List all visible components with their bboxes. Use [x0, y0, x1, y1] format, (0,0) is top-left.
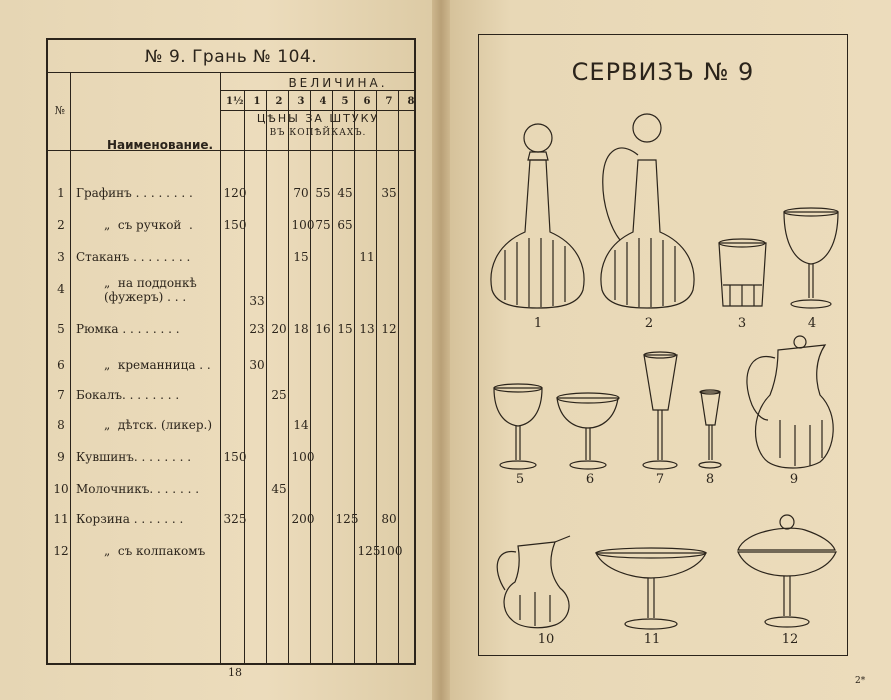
item-name: Стаканъ . . . . . . . . [76, 250, 191, 264]
price-cell: 15 [293, 250, 309, 264]
item-name: „ дѣтск. (ликер.) [104, 418, 213, 432]
price-cell: 75 [315, 218, 331, 232]
row-number: 2 [57, 218, 65, 232]
price-cell: 35 [381, 186, 397, 200]
row-number: 1 [57, 186, 65, 200]
illustration-caption: 11 [643, 632, 661, 647]
price-cell: 18 [293, 322, 309, 336]
price-cell: 20 [271, 322, 287, 336]
price-cell: 23 [249, 322, 265, 336]
illustration-caption: 6 [585, 472, 595, 487]
size-column-header: 6 [363, 96, 371, 107]
price-cell: 13 [359, 322, 375, 336]
size-column-header: 1 [253, 96, 261, 107]
coupe-glass-illustration [557, 393, 619, 469]
item-name: Кувшинъ. . . . . . . . [76, 450, 192, 464]
row-number: 7 [57, 388, 65, 402]
price-cell: 100 [291, 450, 315, 464]
price-cell: 70 [293, 186, 309, 200]
size-column-header: 8 [407, 96, 415, 107]
header-price-unit: ВЪ КОПѢЙКАХЪ. [269, 128, 367, 138]
item-name: Бокалъ. . . . . . . . [76, 388, 180, 402]
illustration-caption: 10 [537, 632, 555, 647]
price-cell: 55 [315, 186, 331, 200]
row-number: 6 [57, 358, 65, 372]
row-number: 3 [57, 250, 65, 264]
price-cell: 325 [223, 512, 247, 526]
item-name: Графинъ . . . . . . . . [76, 186, 193, 200]
illustration-caption: 12 [781, 632, 799, 647]
price-cell: 125 [335, 512, 359, 526]
header-size: ВЕЛИЧИНА. [288, 76, 388, 90]
flute-glass-illustration [643, 352, 677, 469]
illustration-caption: 5 [515, 472, 525, 487]
service-title: СЕРВИЗЪ № 9 [571, 58, 755, 86]
illustration-caption: 8 [705, 472, 715, 487]
row-number: 10 [53, 482, 69, 496]
row-number: 12 [53, 544, 69, 558]
price-cell: 25 [271, 388, 287, 402]
wine-glass-illustration [494, 384, 542, 469]
tumbler-illustration [719, 239, 766, 306]
size-column-header: 3 [297, 96, 305, 107]
liqueur-glass-illustration [699, 390, 721, 468]
item-name: „ съ ручкой . [104, 218, 193, 232]
price-cell: 14 [293, 418, 309, 432]
item-name: Рюмка . . . . . . . . [76, 322, 180, 336]
illustration-caption: 7 [655, 472, 665, 487]
covered-dish-illustration [738, 515, 836, 627]
decanter-illustration [491, 124, 584, 308]
compote-illustration [596, 548, 706, 629]
handled-decanter-illustration [601, 114, 694, 308]
table-title: № 9. Грань № 104. [48, 40, 414, 73]
size-column-header: 1½ [226, 96, 244, 107]
size-column-header: 5 [341, 96, 349, 107]
header-name: Наименование. [106, 138, 214, 152]
price-cell: 150 [223, 450, 247, 464]
price-cell: 45 [337, 186, 353, 200]
price-cell: 16 [315, 322, 331, 336]
price-cell: 80 [381, 512, 397, 526]
illustration-caption: 2 [644, 316, 654, 331]
row-number: 4 [57, 282, 65, 296]
illustration-caption: 1 [533, 316, 543, 331]
item-name: „ съ колпакомъ [104, 544, 206, 558]
goblet-illustration [784, 208, 838, 308]
illustration-caption: 4 [807, 316, 817, 331]
price-cell: 45 [271, 482, 287, 496]
price-cell: 12 [381, 322, 397, 336]
price-cell: 65 [337, 218, 353, 232]
item-name: Молочникъ. . . . . . . [76, 482, 200, 496]
row-number: 8 [57, 418, 65, 432]
header-number: № [54, 104, 66, 117]
page-number-right: 2* [855, 676, 866, 686]
price-cell: 125 [357, 544, 381, 558]
illustration-caption: 3 [737, 316, 747, 331]
item-name: „ на поддонкѣ (фужеръ) . . . [104, 276, 197, 304]
price-cell: 100 [291, 218, 315, 232]
illustration-caption: 9 [789, 472, 799, 487]
row-number: 5 [57, 322, 65, 336]
size-column-header: 4 [319, 96, 327, 107]
size-column-header: 2 [275, 96, 283, 107]
price-cell: 120 [223, 186, 247, 200]
header-price: ЦѢНЫ ЗА ШТУКУ [256, 112, 380, 125]
price-cell: 33 [249, 294, 265, 308]
size-column-header: 7 [385, 96, 393, 107]
item-name: „ креманница . . [104, 358, 211, 372]
price-cell: 200 [291, 512, 315, 526]
jug-illustration [747, 336, 833, 468]
row-number: 9 [57, 450, 65, 464]
row-number: 11 [53, 512, 69, 526]
page-number-left: 18 [228, 666, 242, 679]
item-name: Корзина . . . . . . . [76, 512, 184, 526]
price-cell: 11 [359, 250, 375, 264]
price-cell: 150 [223, 218, 247, 232]
creamer-illustration [497, 536, 570, 628]
price-cell: 100 [379, 544, 403, 558]
price-cell: 15 [337, 322, 353, 336]
price-cell: 30 [249, 358, 265, 372]
